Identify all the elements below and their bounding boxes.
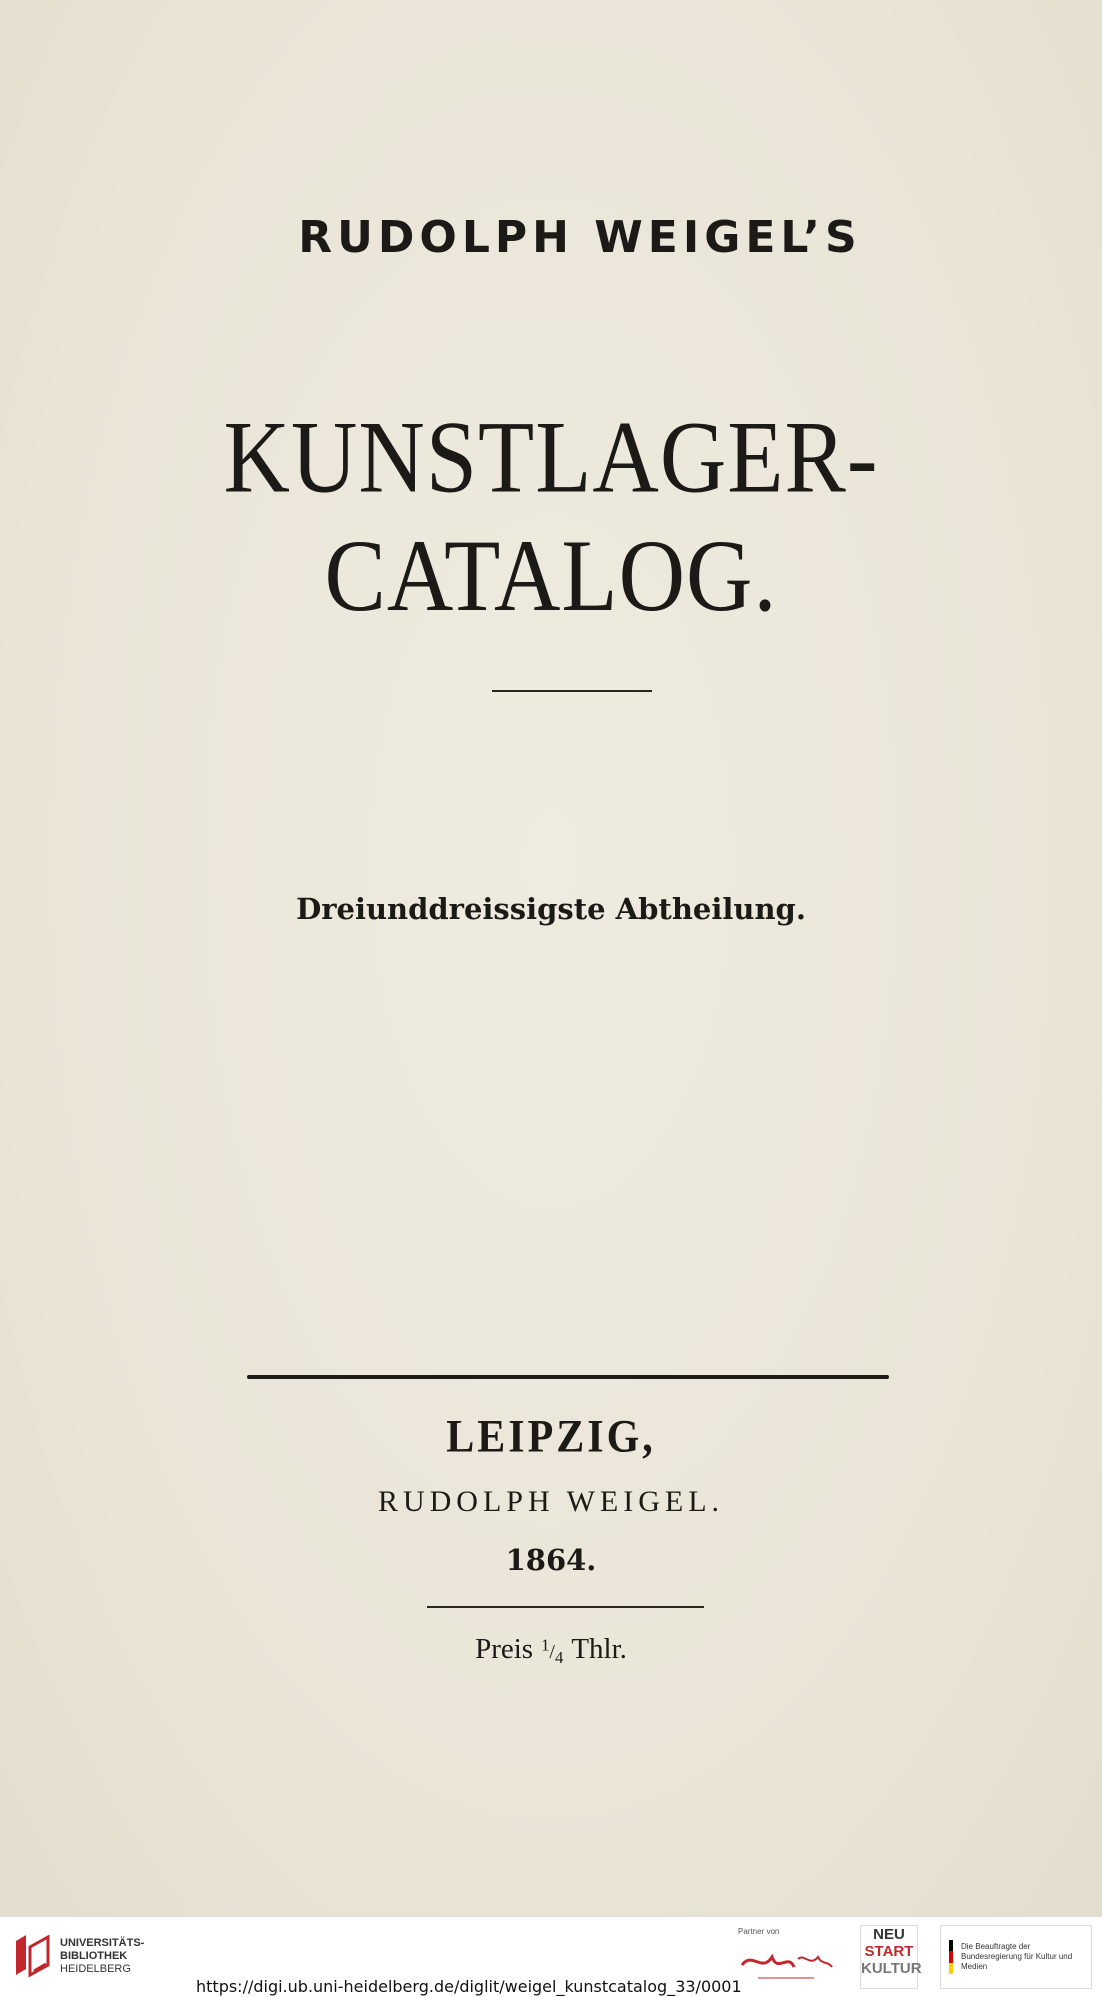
price-unit: Thlr. bbox=[571, 1633, 627, 1665]
imprint-publisher: RUDOLPH WEIGEL. bbox=[377, 1485, 725, 1518]
author-title: RUDOLPH WEIGEL’S bbox=[298, 212, 862, 263]
viewer-footer bbox=[0, 1916, 1102, 1997]
price-fraction-denominator: 4 bbox=[554, 1648, 564, 1667]
german-flag-icon bbox=[949, 1940, 953, 1974]
main-title: KUNSTLAGER-CATALOG. bbox=[223, 399, 879, 633]
imprint-city: LEIPZIG, bbox=[446, 1411, 656, 1463]
price-fraction: $^1/_4$ bbox=[541, 1635, 564, 1667]
bkm-text: Die Beauftragte der Bundesregierung für Kultur und Medien bbox=[961, 1942, 1073, 1971]
divider-mid bbox=[427, 1606, 704, 1608]
price-fraction-numerator: 1 bbox=[541, 1635, 550, 1655]
deutsche-digitale-bibliothek-logo-icon[interactable] bbox=[738, 1943, 838, 1987]
bkm-logo[interactable] bbox=[940, 1925, 1092, 1989]
neustart-line3: KULTUR bbox=[861, 1960, 922, 1977]
neustart-kultur-logo[interactable] bbox=[860, 1925, 922, 1989]
partner-label: Partner von bbox=[738, 1927, 780, 1936]
library-name-line3: HEIDELBERG bbox=[60, 1963, 131, 1975]
price-line bbox=[0, 1633, 1102, 1668]
library-name-line2: BIBLIOTHEK bbox=[60, 1950, 128, 1962]
neustart-line2: START bbox=[864, 1943, 914, 1960]
divider-short bbox=[492, 690, 652, 692]
divider-thick bbox=[247, 1375, 889, 1379]
page-url[interactable]: https://digi.ub.uni-heidelberg.de/diglit/weigel_kunstcatalog_33/0001 bbox=[196, 1977, 742, 1996]
university-library-logo-icon[interactable] bbox=[12, 1931, 52, 1979]
imprint-year: 1864. bbox=[505, 1543, 597, 1577]
library-name-line1: UNIVERSITÄTS- bbox=[60, 1937, 145, 1949]
university-library-name[interactable] bbox=[60, 1937, 144, 1976]
subtitle: Dreiunddreissigste Abtheilung. bbox=[296, 892, 806, 926]
neustart-line1: NEU bbox=[873, 1926, 905, 1943]
price-label: Preis bbox=[475, 1633, 534, 1665]
